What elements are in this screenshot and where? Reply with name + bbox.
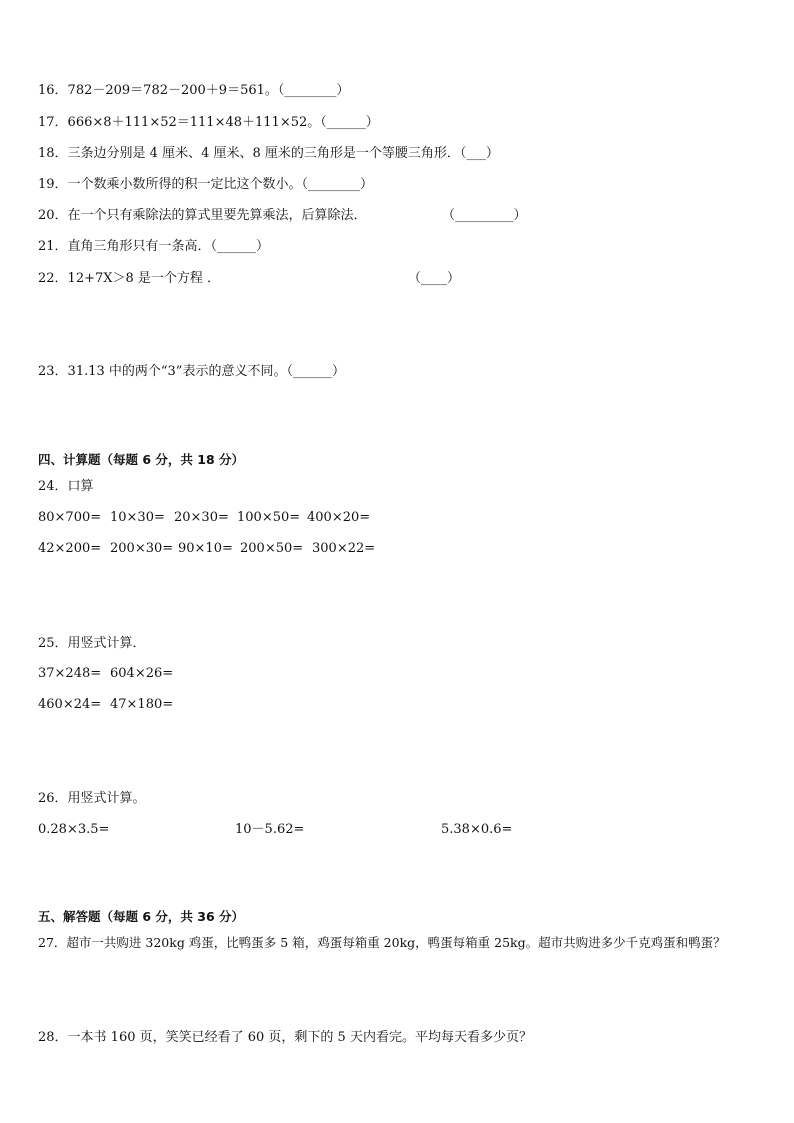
oral-calc-item: 100×50= (237, 510, 301, 525)
section-5-heading: 五、解答题（每题 6 分，共 36 分） (38, 909, 245, 924)
vertical-calc-item: 5.38×0.6= (441, 822, 513, 837)
oral-calc-item: 90×10= (178, 541, 233, 556)
oral-calc-item: 200×30= (110, 541, 174, 556)
vertical-calc-item: 604×26= (110, 666, 174, 681)
section-4-heading: 四、计算题（每题 6 分，共 18 分） (38, 452, 245, 467)
question-22: 22．12+7X＞8 是一个方程 ． (38, 271, 221, 286)
question-28: 28．一本书 160 页，笑笑已经看了 60 页，剩下的 5 天内看完。平均每天看多少页？ (38, 1030, 532, 1045)
vertical-calc-item: 460×24= (38, 697, 102, 712)
oral-calc-item: 80×700= (38, 510, 102, 525)
oral-calc-item: 400×20= (307, 510, 371, 525)
vertical-calc-item: 10－5.62= (235, 822, 305, 837)
vertical-calc-item: 47×180= (110, 697, 174, 712)
vertical-calc-item: 37×248= (38, 666, 102, 681)
oral-calc-item: 300×22= (312, 541, 376, 556)
oral-calc-item: 200×50= (240, 541, 304, 556)
question-20: 20．在一个只有乘除法的算式里要先算乘法，后算除法． (38, 208, 367, 223)
oral-calc-item: 42×200= (38, 541, 102, 556)
question-16: 16．782－209＝782－200＋9＝561。（________） (38, 83, 350, 98)
question-23: 23．31.13 中的两个“3”表示的意义不同。（______） (38, 364, 345, 379)
question-27: 27．超市一共购进 320kg 鸡蛋，比鸭蛋多 5 箱，鸡蛋每箱重 20kg，鸭蛋每箱重 25kg。超市共购进多少千克鸡蛋和鸭蛋？ (38, 935, 726, 950)
question-17: 17．666×8＋111×52＝111×48＋111×52。（______） (38, 115, 379, 130)
question-24-title: 24．口算 (38, 479, 94, 494)
question-21: 21．直角三角形只有一条高．（______） (38, 239, 270, 254)
question-26-title: 26．用竖式计算。 (38, 791, 146, 806)
question-18: 18．三条边分别是 4 厘米、4 厘米、8 厘米的三角形是一个等腰三角形．（___） (38, 146, 499, 161)
question-19: 19．一个数乘小数所得的积一定比这个数小。（________） (38, 177, 374, 192)
oral-calc-item: 10×30= (110, 510, 165, 525)
oral-calc-item: 20×30= (174, 510, 229, 525)
question-22-blank: （____） (408, 271, 461, 286)
question-25-title: 25．用竖式计算． (38, 636, 146, 651)
question-20-blank: （_________） (442, 208, 527, 223)
vertical-calc-item: 0.28×3.5= (38, 822, 110, 837)
